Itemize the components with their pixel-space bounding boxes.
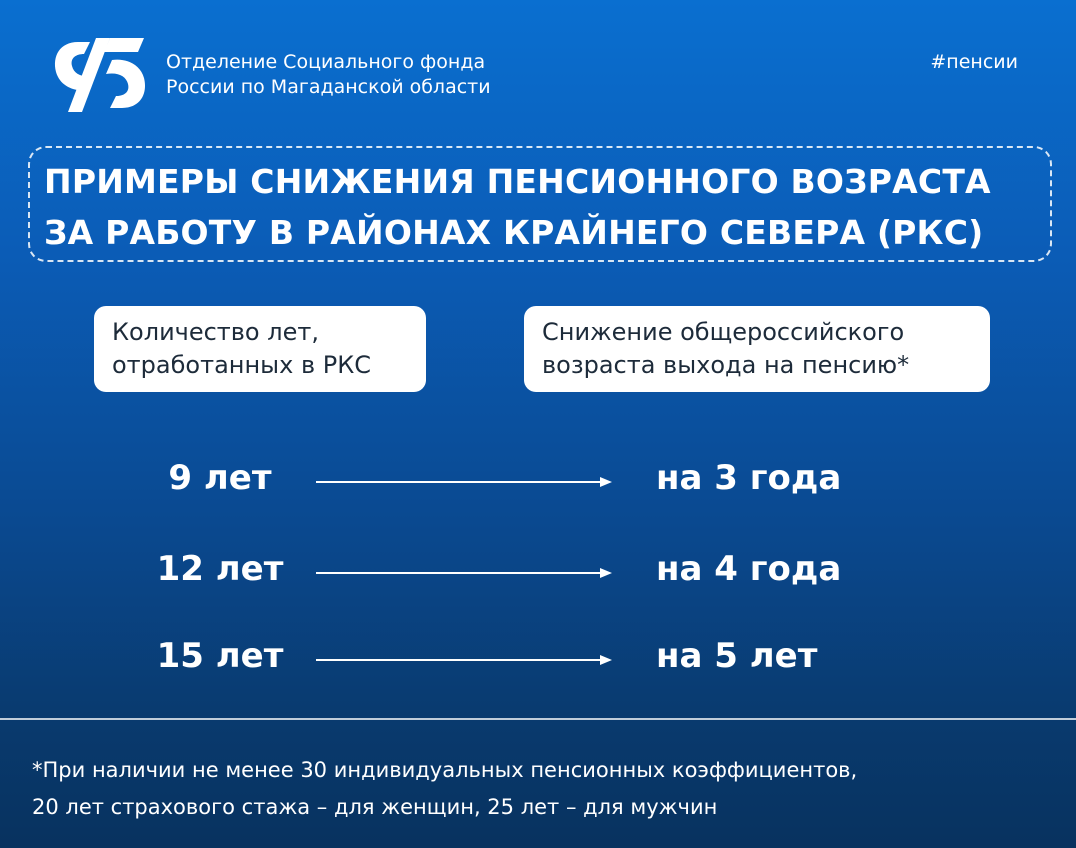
example-row-2 [0, 543, 1076, 595]
years-label-line-2: отработанных в РКС [112, 351, 371, 379]
years-column-label [94, 306, 426, 392]
title-line-1: ПРИМЕРЫ СНИЖЕНИЯ ПЕНСИОННОГО ВОЗРАСТА [44, 162, 991, 201]
sfr-logo-icon [52, 34, 148, 116]
reduction-column-label [524, 306, 990, 392]
arrow-right-icon [316, 655, 612, 665]
age-reduction: на 5 лет [656, 636, 818, 676]
years-worked: 9 лет [168, 458, 272, 498]
page-title [44, 156, 991, 258]
title-line-2: ЗА РАБОТУ В РАЙОНАХ КРАЙНЕГО СЕВЕРА (РКС) [44, 213, 984, 252]
arrow-right-icon [316, 477, 612, 487]
reduction-label-line-1: Снижение общероссийского [542, 318, 905, 346]
example-row-1 [0, 452, 1076, 504]
organization-name [166, 50, 491, 100]
years-worked: 15 лет [156, 636, 284, 676]
footnote-divider [0, 718, 1076, 720]
org-line-2: России по Магаданской области [166, 76, 491, 98]
arrow-right-icon [316, 568, 612, 578]
example-row-3 [0, 630, 1076, 682]
footnote-line-1: *При наличии не менее 30 индивидуальных пенсионных коэффициентов, [32, 758, 858, 782]
footnote-line-2: 20 лет страхового стажа – для женщин, 25 лет – для мужчин [32, 795, 718, 819]
footnote [32, 752, 857, 826]
years-worked: 12 лет [156, 549, 284, 589]
age-reduction: на 3 года [656, 458, 842, 498]
hashtag-label: #пенсии [930, 51, 1018, 73]
years-label-line-1: Количество лет, [112, 318, 319, 346]
reduction-label-line-2: возраста выхода на пенсию* [542, 351, 910, 379]
age-reduction: на 4 года [656, 549, 842, 589]
org-line-1: Отделение Социального фонда [166, 51, 486, 73]
